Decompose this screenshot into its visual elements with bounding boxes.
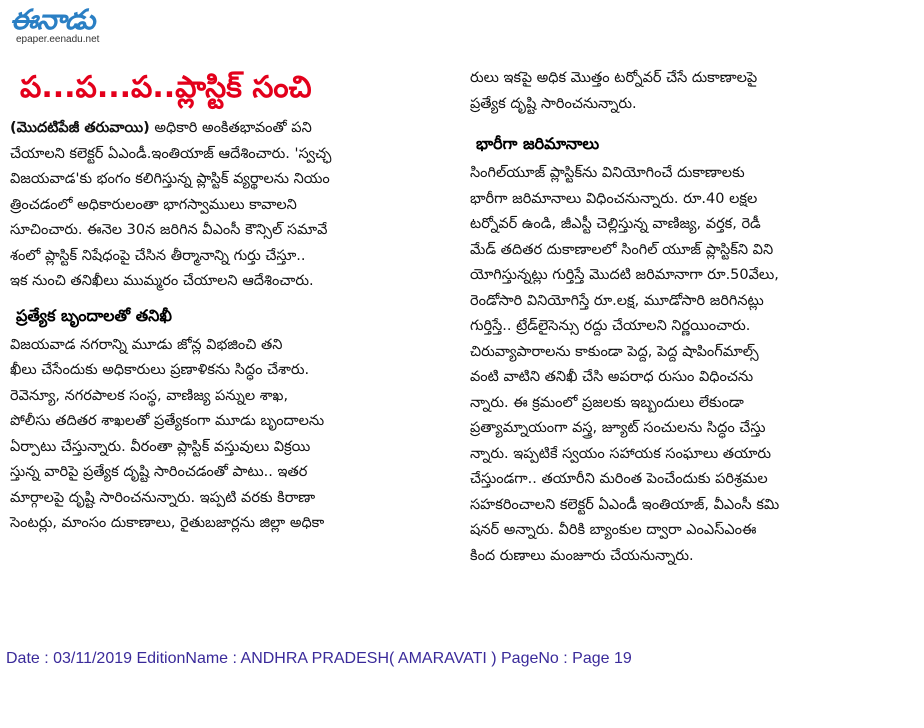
text-line: టర్నోవర్ ఉండి, జీఎస్టీ చెల్లిస్తున్న వాణిజ్య, వర్తక, రెడీ bbox=[470, 216, 761, 232]
text-line: ఖీలు చేసేందుకు అధికారులు ప్రణాళికను సిద్ధం చేశారు. bbox=[10, 362, 310, 378]
text-line: షనర్ అన్నారు. వీరికి బ్యాంకుల ద్వారా ఎంఎస్ఎంఈ bbox=[470, 522, 757, 538]
text-line: న్నారు. ఇప్పటికే స్వయం సహాయక సంఘాలు తయారు bbox=[470, 445, 772, 462]
section-heading-heavy-fines: భారీగా జరిమానాలు bbox=[476, 134, 600, 153]
intro-first-line bbox=[10, 116, 460, 142]
text-line: గుర్తిస్తే.. ట్రేడ్‌లైసెన్సు రద్దు చేయాలని నిర్ణయించారు. bbox=[470, 318, 751, 334]
intro-paragraph bbox=[10, 116, 460, 295]
text-line: విజయవాడ నగరాన్ని మూడు జోన్ల విభజించి తని bbox=[10, 336, 283, 353]
text-line: న్నారు. ఈ క్రమంలో ప్రజలకు ఇబ్బందులు లేకుండా bbox=[470, 394, 744, 411]
text-line: పోలీసు తదితర శాఖలతో ప్రత్యేకంగా మూడు బృందాలను bbox=[10, 413, 325, 429]
text-line: రెండోసారి వినియోగిస్తే రూ.లక్ష, మూడోసారి జరిగినట్లు bbox=[470, 292, 764, 309]
continuation-lead: (మొదటిపేజీ తరువాయి) bbox=[10, 120, 150, 136]
text-line: సింగిల్‌యూజ్ ప్లాస్టిక్‌ను వినియోగించే దుకాణాలకు bbox=[470, 165, 745, 181]
text-line: స్తున్న వారిపై ప్రత్యేక దృష్టి సారించడంతో పాటు.. ఇతర bbox=[10, 464, 308, 480]
text-line: రులు ఇకపై అధిక మొత్తం టర్నోవర్ చేసే దుకాణాలపై bbox=[470, 70, 758, 86]
heavy-fines-paragraph bbox=[470, 161, 914, 569]
intro-first-line-rest: అధికారి అంకితభావంతో పని bbox=[149, 120, 312, 136]
text-line: త్రించడంలో అధికారులంతా భాగస్వాములు కావాలని bbox=[10, 196, 297, 213]
left-column bbox=[10, 52, 460, 537]
text-line: భారీగా జరిమానాలు విధించనున్నారు. రూ.40 లక్షల bbox=[470, 190, 758, 207]
edition-dateline: Date : 03/11/2019 EditionName : ANDHRA PRADESH( AMARAVATI ) PageNo : Page 19 bbox=[6, 650, 632, 667]
text-line: చేస్తుండగా.. తయారీని మరింత పెంచేందుకు పరిశ్రమల bbox=[470, 471, 768, 487]
text-line: రెవెన్యూ, నగరపాలక సంస్థ, వాణిజ్య పన్నుల శాఖ, bbox=[10, 387, 289, 404]
logo-url: epaper.eenadu.net bbox=[16, 34, 100, 45]
text-line: కింద రుణాలు మంజూరు చేయనున్నారు. bbox=[470, 547, 694, 564]
text-line: విజయవాడ'కు భంగం కలిగిస్తున్న ప్లాస్టిక్ వ్యర్థాలను నియం bbox=[10, 171, 330, 187]
text-line: శంలో ప్లాస్టిక్ నిషేధంపై చేసిన తీర్మానాన్ని గుర్తు చేస్తూ.. bbox=[10, 247, 306, 264]
newspaper-clipping bbox=[0, 52, 924, 644]
text-line: ప్రత్యేక దృష్టి సారించనున్నారు. bbox=[470, 95, 637, 112]
text-line: ప్రత్యామ్నాయంగా వస్త్ర, జ్యూట్ సంచులను సిద్ధం చేస్తు bbox=[470, 420, 766, 436]
article-headline: ప...ప...ప..ప్లాస్టిక్ సంచి bbox=[20, 70, 312, 105]
text-line: మేడ్ తదితర దుకాణాలలో సింగిల్ యూజ్ ప్లాస్టిక్‌ని విని bbox=[470, 241, 774, 258]
text-line: చేయాలని కలెక్టర్ ఏఎండీ.ఇంతియాజ్ ఆదేశించారు. 'స్వచ్ఛ bbox=[10, 145, 332, 162]
text-line: సెంటర్లు, మాంసం దుకాణాలు, రైతుబజార్లను జిల్లా అధికా bbox=[10, 515, 325, 531]
eenadu-logo bbox=[10, 4, 99, 45]
right-column bbox=[470, 66, 914, 569]
continuation-paragraph bbox=[470, 66, 914, 117]
text-line: మార్గాలపై దృష్టి సారించనున్నారు. ఇప్పటి వరకు కిరాణా bbox=[10, 489, 316, 506]
logo-wordmark: ఈనాడు bbox=[10, 3, 95, 36]
text-line: సహకరించాలని కలెక్టర్ ఏఎండీ ఇంతియాజ్, వీఎంసీ కమి bbox=[470, 496, 780, 513]
special-teams-paragraph bbox=[10, 333, 460, 537]
text-line: చిరువ్యాపారాలను కాకుండా పెద్ద, పెద్ద షాపింగ్‌మాల్స్ bbox=[470, 343, 759, 360]
section-heading-special-teams: ప్రత్యేక బృందాలతో తనిఖీ bbox=[16, 305, 172, 325]
text-line: యోగిస్తున్నట్లు గుర్తిస్తే మొదటి జరిమానాగా రూ.50వేలు, bbox=[470, 267, 779, 283]
text-line: వంటి వాటిని తనిఖీ చేసి అపరాధ రుసుం విధించను bbox=[470, 369, 754, 385]
text-line: ఏర్పాటు చేస్తున్నారు. వీరంతా ప్లాస్టిక్ వస్తువులు విక్రయి bbox=[10, 438, 311, 455]
text-line: ఇక నుంచి తనిఖీలు ముమ్మరం చేయాలని ఆదేశించారు. bbox=[10, 273, 314, 289]
text-line: సూచించారు. ఈనెల 30న జరిగిన వీఎంసీ కౌన్సిల్ సమావే bbox=[10, 222, 328, 238]
